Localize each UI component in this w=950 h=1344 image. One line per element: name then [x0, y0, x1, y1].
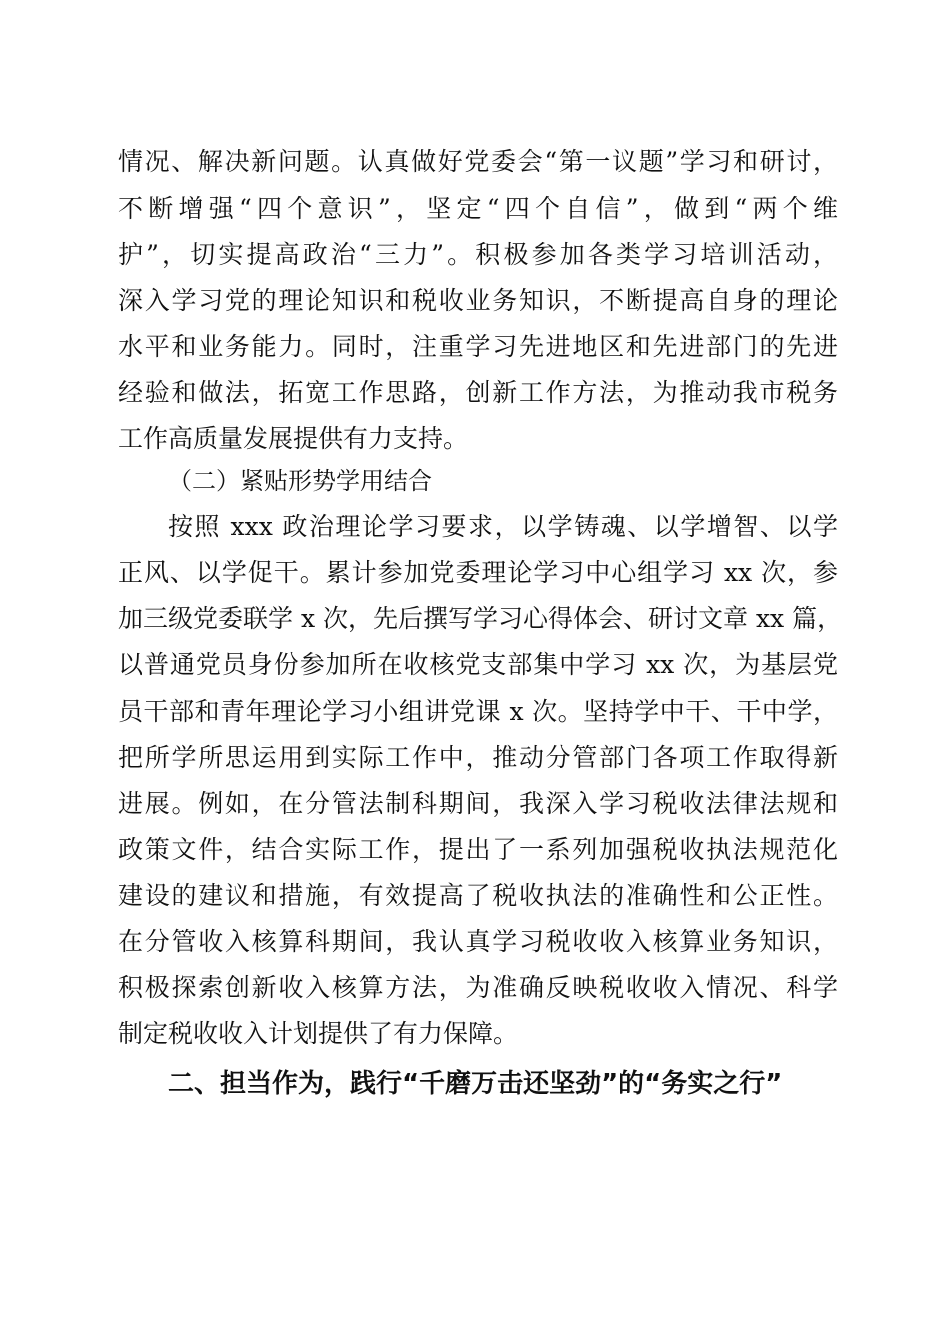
- paragraph-line: 建设的建议和措施，有效提高了税收执法的准确性和公正性。: [118, 881, 838, 910]
- section-heading: 二、担当作为，践行“千磨万击还坚劲”的“务实之行”: [168, 1069, 783, 1099]
- section-subheading: （二）紧贴形势学用结合: [168, 467, 432, 495]
- paragraph-line: 护”，切实提高政治“三力”。积极参加各类学习培训活动，: [118, 240, 838, 269]
- paragraph-line: 深入学习党的理论知识和税收业务知识，不断提高自身的理论: [118, 286, 838, 315]
- paragraph-line: 员干部和青年理论学习小组讲党课 x 次。坚持学中干、干中学，: [118, 697, 838, 726]
- paragraph-line: 水平和业务能力。同时，注重学习先进地区和先进部门的先进: [118, 332, 838, 361]
- paragraph-line: 工作高质量发展提供有力支持。: [118, 424, 469, 453]
- paragraph-line: 把所学所思运用到实际工作中，推动分管部门各项工作取得新: [118, 743, 838, 772]
- paragraph-line: 积极探索创新收入核算方法，为准确反映税收收入情况、科学: [118, 973, 838, 1002]
- paragraph-line: 经验和做法，拓宽工作思路，创新工作方法，为推动我市税务: [118, 378, 838, 407]
- paragraph-line: 情况、解决新问题。认真做好党委会“第一议题”学习和研讨，: [118, 147, 838, 176]
- paragraph-line: 按照 xxx 政治理论学习要求，以学铸魂、以学增智、以学: [168, 512, 838, 541]
- paragraph-line: 不断增强“四个意识”，坚定“四个自信”，做到“两个维: [118, 194, 838, 223]
- paragraph-line: 制定税收收入计划提供了有力保障。: [118, 1019, 519, 1048]
- paragraph-line: 政策文件，结合实际工作，提出了一系列加强税收执法规范化: [118, 835, 838, 864]
- paragraph-line: 加三级党委联学 x 次，先后撰写学习心得体会、研讨文章 xx 篇，: [118, 604, 843, 633]
- paragraph-line: 以普通党员身份参加所在收核党支部集中学习 xx 次，为基层党: [118, 650, 838, 679]
- paragraph-line: 进展。例如，在分管法制科期间，我深入学习税收法律法规和: [118, 789, 838, 818]
- paragraph-line: 正风、以学促干。累计参加党委理论学习中心组学习 xx 次，参: [118, 558, 838, 587]
- paragraph-line: 在分管收入核算科期间，我认真学习税收收入核算业务知识，: [118, 927, 838, 956]
